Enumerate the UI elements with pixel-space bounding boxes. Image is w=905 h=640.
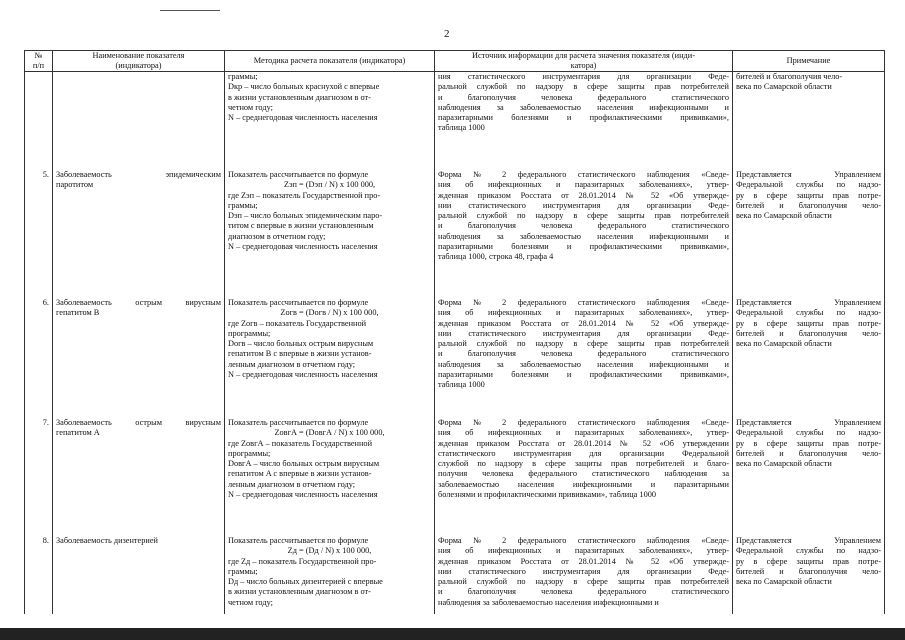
text-line: заболеваемостью населения инфекционными и паразитарными bbox=[438, 479, 729, 489]
cell-method bbox=[225, 418, 435, 536]
text-line: Федеральной службы по надзо- bbox=[736, 428, 881, 438]
text-line: Заболеваемость дизентерией bbox=[56, 536, 158, 545]
row-number: 5. bbox=[42, 170, 49, 179]
cell-source bbox=[435, 418, 733, 536]
row-number: 6. bbox=[42, 298, 49, 307]
text-line: Заболеваемость эпидемическим bbox=[56, 170, 221, 179]
bottom-scan-edge bbox=[0, 628, 905, 640]
text-line: бителей и благополучия чело- bbox=[736, 448, 881, 458]
text-line: наблюдения за заболеваемостью населения инфекционными и bbox=[438, 597, 659, 607]
text-line: Федеральной службы по надзо- bbox=[736, 308, 881, 318]
text-line: ния статистического инструментария для организации Феде- bbox=[438, 72, 729, 81]
text-line: граммы; bbox=[228, 566, 258, 576]
text-line: Представляется Управлением bbox=[736, 170, 881, 179]
text-line: ру в сфере защиты прав потре- bbox=[736, 190, 881, 200]
text-line: N – среднегодовая численность населения bbox=[228, 242, 378, 252]
text-line: и благополучия человека федерального статистического bbox=[438, 92, 729, 102]
formula: Zэп = (Dэп / N) x 100 000, bbox=[283, 180, 376, 190]
text-line: Dэп – число больных эпидемическим паро- bbox=[228, 211, 383, 221]
text-line: ральной службой по надзору в сфере защиты прав потребителей bbox=[438, 577, 729, 587]
formula: Zогв = (Dогв / N) x 100 000, bbox=[280, 308, 379, 318]
text-line: жденная приказом Росстата от 28.01.2014 № 52 «Об утвержде- bbox=[438, 556, 729, 566]
text-line: Заболеваемость острым вирусным bbox=[56, 298, 221, 307]
cell-note bbox=[733, 418, 885, 536]
text-line: ния об инфекционных и паразитарных заболеваниях», утвер- bbox=[438, 180, 729, 190]
text-line: N – среднегодовая численность населения bbox=[228, 490, 378, 500]
cell-name bbox=[53, 170, 225, 298]
text-line: наблюдения за заболеваемостью населения инфекционными и bbox=[438, 102, 729, 112]
text-line: Dогв – число больных острым вирусным bbox=[228, 339, 374, 349]
text-line: века по Самарской области bbox=[736, 459, 832, 469]
cell-source bbox=[435, 298, 733, 418]
cell-name bbox=[53, 298, 225, 418]
cell-num bbox=[25, 170, 53, 298]
top-rule bbox=[160, 10, 220, 11]
text-line: N – среднегодовая численность населения bbox=[228, 113, 378, 123]
text-line: Dкр – число больных краснухой с впервые bbox=[228, 82, 380, 92]
text-line: в жизни установленным диагнозом в от- bbox=[228, 92, 371, 102]
text-line: бителей и благополучия чело- bbox=[736, 72, 843, 81]
text-line: N – среднегодовая численность населения bbox=[228, 370, 378, 380]
text-line: ру в сфере защиты прав потре- bbox=[736, 438, 881, 448]
text-line: бителей и благополучия чело- bbox=[736, 328, 881, 338]
text-line: программы; bbox=[228, 328, 271, 338]
cell-method bbox=[225, 170, 435, 298]
cell-method bbox=[225, 536, 435, 614]
cell-note bbox=[733, 170, 885, 298]
text-line: ру в сфере защиты прав потре- bbox=[736, 556, 881, 566]
row-number: 8. bbox=[42, 536, 49, 545]
text-line: ленным диагнозом в отчетном году; bbox=[228, 359, 356, 369]
text-line: Форма № 2 федерального статистического наблюдения «Сведе- bbox=[438, 536, 729, 545]
text-line: таблица 1000 bbox=[438, 380, 485, 390]
text-line: жденная приказом Росстата от 28.01.2014 № 52 «Об утверждении bbox=[438, 438, 729, 448]
cell-name bbox=[53, 72, 225, 171]
text-line: службой по надзору в сфере защиты прав потребителей и благо- bbox=[438, 459, 729, 469]
text-line: Форма № 2 федерального статистического наблюдения «Сведе- bbox=[438, 298, 729, 307]
indicator-table bbox=[24, 50, 885, 614]
header-num: № п/п bbox=[25, 51, 53, 72]
cell-name bbox=[53, 418, 225, 536]
text-line: нии статистического инструментария для организации Феде- bbox=[438, 566, 729, 576]
text-line: граммы; bbox=[228, 200, 258, 210]
text-line: Форма № 2 федерального статистического наблюдения «Сведе- bbox=[438, 170, 729, 179]
cell-note bbox=[733, 298, 885, 418]
header-source: Источник информации для расчета значения показателя (инди- катора) bbox=[435, 51, 733, 72]
text-line: где Zд – показатель Государственной про- bbox=[228, 556, 377, 566]
text-line: ральной службой по надзору в сфере защиты прав потребителей bbox=[438, 211, 729, 221]
text-line: где Zогв – показатель Государственной bbox=[228, 318, 367, 328]
text-line: Форма № 2 федерального статистического наблюдения «Сведе- bbox=[438, 418, 729, 427]
text-line: получия человека федерального статистического наблюдения за bbox=[438, 469, 729, 479]
text-line: программы; bbox=[228, 448, 271, 458]
header-name: Наименование показателя (индикатора) bbox=[53, 51, 225, 72]
formula: ZовгА = (DовгА / N) x 100 000, bbox=[274, 428, 385, 438]
text-line: нии статистического инструментария для организации Феде- bbox=[438, 200, 729, 210]
text-line: Представляется Управлением bbox=[736, 418, 881, 427]
cell-source bbox=[435, 72, 733, 171]
table-row bbox=[25, 298, 885, 418]
text-line: ния об инфекционных и паразитарных заболеваниях», утвер- bbox=[438, 428, 729, 438]
cell-num bbox=[25, 298, 53, 418]
text-line: Федеральной службы по надзо- bbox=[736, 180, 881, 190]
cell-method bbox=[225, 72, 435, 171]
text-line: статистического инструментария для организации Федеральной bbox=[438, 448, 729, 458]
text-line: в жизни установленным диагнозом в от- bbox=[228, 587, 371, 597]
header-note: Примечание bbox=[733, 51, 885, 72]
text-line: жденная приказом Росстата от 28.01.2014 № 52 «Об утвержде- bbox=[438, 318, 729, 328]
text-line: нии статистического инструментария для организации Феде- bbox=[438, 328, 729, 338]
text-line: ния об инфекционных и паразитарных заболеваниях», утвер- bbox=[438, 546, 729, 556]
text-line: паразитарными болезнями и профилактическими прививками», bbox=[438, 370, 729, 380]
text-line: века по Самарской области bbox=[736, 339, 832, 349]
text-line: таблица 1000 bbox=[438, 123, 485, 133]
text-line: наблюдения за заболеваемостью населения инфекционными и bbox=[438, 359, 729, 369]
text-line: ральной службой по надзору в сфере защиты прав потребителей bbox=[438, 339, 729, 349]
text-line: титом с впервые в жизни установленным bbox=[228, 221, 374, 231]
text-line: и благополучия человека федерального статистического bbox=[438, 587, 729, 597]
table-row-continuation bbox=[25, 72, 885, 171]
text-line: четном году; bbox=[228, 102, 273, 112]
text-line: четном году; bbox=[228, 597, 273, 607]
text-line: и благополучия человека федерального статистического bbox=[438, 349, 729, 359]
text-line: Представляется Управлением bbox=[736, 298, 881, 307]
row-number: 7. bbox=[42, 418, 49, 427]
header-method: Методика расчета показателя (индикатора) bbox=[225, 51, 435, 72]
text-line: и благополучия человека федерального статистического bbox=[438, 221, 729, 231]
formula-intro: Показатель рассчитывается по формуле bbox=[228, 418, 369, 427]
text-line: паротитом bbox=[56, 180, 94, 190]
text-line: паразитарными болезнями и профилактическими прививками», bbox=[438, 113, 729, 123]
text-line: века по Самарской области bbox=[736, 211, 832, 221]
text-line: ральной службой по надзору в сфере защиты прав потребителей bbox=[438, 82, 729, 92]
page-number: 2 bbox=[444, 28, 450, 40]
text-line: Федеральной службы по надзо- bbox=[736, 546, 881, 556]
text-line: бителей и благополучия чело- bbox=[736, 566, 881, 576]
text-line: где Zэп – показатель Государственной про- bbox=[228, 190, 381, 200]
table-row bbox=[25, 418, 885, 536]
text-line: жденная приказом Росстата от 28.01.2014 № 52 «Об утвержде- bbox=[438, 190, 729, 200]
cell-source bbox=[435, 536, 733, 614]
cell-name bbox=[53, 536, 225, 614]
cell-note bbox=[733, 72, 885, 171]
formula-intro: Показатель рассчитывается по формуле bbox=[228, 536, 369, 545]
formula-intro: Показатель рассчитывается по формуле bbox=[228, 298, 369, 307]
text-line: века по Самарской области bbox=[736, 82, 832, 92]
text-line: гепатитом B bbox=[56, 308, 100, 318]
text-line: ру в сфере защиты прав потре- bbox=[736, 318, 881, 328]
text-line: DовгА – число больных острым вирусным bbox=[228, 459, 380, 469]
text-line: паразитарными болезнями и профилактическими прививками», bbox=[438, 242, 729, 252]
table-row bbox=[25, 170, 885, 298]
formula: Zд = (Dд / N) x 100 000, bbox=[287, 546, 372, 556]
text-line: таблица 1000, строка 48, графа 4 bbox=[438, 252, 554, 262]
table-header bbox=[25, 51, 885, 72]
text-line: Dд – число больных дизентерией с впервые bbox=[228, 577, 383, 587]
text-line: бителей и благополучия чело- bbox=[736, 200, 881, 210]
text-line: гепатитом B с впервые в жизни установ- bbox=[228, 349, 372, 359]
text-line: граммы; bbox=[228, 72, 258, 81]
text-line: наблюдения за заболеваемостью населения инфекционными и bbox=[438, 231, 729, 241]
text-line: ленным диагнозом в отчетном году; bbox=[228, 479, 356, 489]
text-line: где ZовгА – показатель Государственной bbox=[228, 438, 373, 448]
text-line: века по Самарской области bbox=[736, 577, 832, 587]
table-row bbox=[25, 536, 885, 614]
cell-num bbox=[25, 418, 53, 536]
text-line: Заболеваемость острым вирусным bbox=[56, 418, 221, 427]
cell-num bbox=[25, 536, 53, 614]
formula-intro: Показатель рассчитывается по формуле bbox=[228, 170, 369, 179]
text-line: гепатитом A bbox=[56, 428, 100, 438]
cell-method bbox=[225, 298, 435, 418]
text-line: болезнями и профилактическими прививками», таблица 1000 bbox=[438, 490, 657, 500]
text-line: диагнозом в отчетном году; bbox=[228, 231, 326, 241]
cell-note bbox=[733, 536, 885, 614]
text-line: ния об инфекционных и паразитарных заболеваниях», утвер- bbox=[438, 308, 729, 318]
cell-num bbox=[25, 72, 53, 171]
cell-source bbox=[435, 170, 733, 298]
text-line: гепатитом A с впервые в жизни установ- bbox=[228, 469, 372, 479]
text-line: Представляется Управлением bbox=[736, 536, 881, 545]
